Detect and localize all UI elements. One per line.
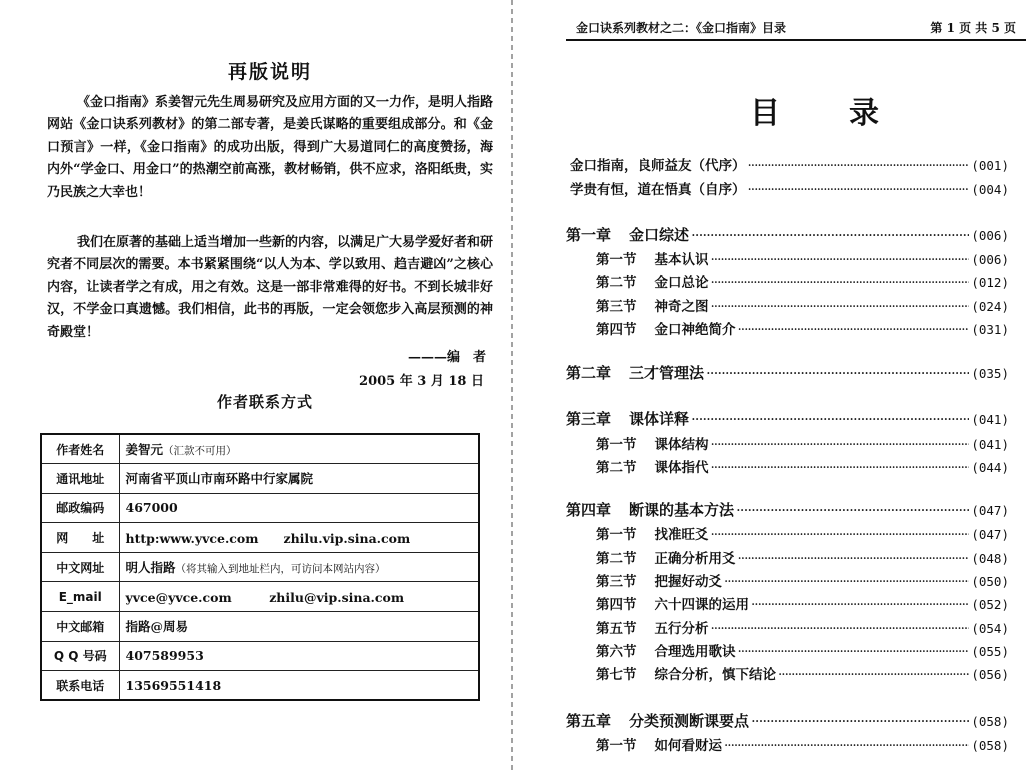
toc-entry-label: 第一节 <box>596 527 637 543</box>
toc-leader-dots <box>711 275 970 291</box>
toc-entry-page: (001) <box>971 158 1009 173</box>
toc-entry-page: (006) <box>971 252 1009 267</box>
contact-value: yvce@yvce.com zhilu@vip.sina.com <box>125 589 405 605</box>
toc-leader-dots <box>711 460 970 476</box>
toc-leader-dots <box>711 621 970 637</box>
toc-entry <box>596 271 1009 291</box>
toc-entry <box>596 570 1009 590</box>
toc-leader-dots <box>711 299 970 315</box>
toc-entry-page: (055) <box>971 644 1009 659</box>
contact-label: 中文网址 <box>41 552 119 582</box>
running-header <box>566 19 1026 41</box>
toc-entry <box>566 224 1009 245</box>
toc-entry-page: (048) <box>971 551 1009 566</box>
contact-row <box>41 582 479 612</box>
contact-value: 467000 <box>125 500 178 516</box>
contact-row <box>41 464 479 494</box>
toc-leader-dots <box>736 501 969 519</box>
contact-label: 作者姓名 <box>41 434 119 464</box>
toc-entry-title: 综合分析，慎下结论 <box>654 667 776 683</box>
toc-entry-label: 第六节 <box>596 644 637 660</box>
contact-value: 姜智元 <box>125 442 164 458</box>
toc-entry-label: 第一节 <box>596 738 637 754</box>
publish-date: 2005 年 3 月 18 日 <box>359 374 484 389</box>
toc-entry-title: 课体指代 <box>654 460 709 476</box>
toc-entry-label: 第二节 <box>596 460 637 476</box>
toc-entry-page: (006) <box>971 228 1009 243</box>
toc-entry-title: 分类预测断课要点 <box>629 712 750 730</box>
toc-title: 目 录 <box>750 96 882 131</box>
toc-entry-title: 金口指南，良师益友（代序） <box>570 158 746 174</box>
toc-entry-title: 基本认识 <box>654 252 709 268</box>
contact-note: （汇款不可用） <box>163 445 237 458</box>
contact-value: 河南省平顶山市南环路中行家属院 <box>125 471 314 487</box>
toc-entry-page: (047) <box>971 527 1009 542</box>
contact-value-cell <box>119 464 479 494</box>
contact-row <box>41 552 479 582</box>
toc-entry-label: 第四节 <box>596 322 637 338</box>
contact-label: 通讯地址 <box>41 464 119 494</box>
contact-label: E_mail <box>41 582 119 612</box>
toc-leader-dots <box>691 226 969 244</box>
toc-entry-page: (041) <box>971 412 1009 427</box>
toc-entry-page: (044) <box>971 460 1009 475</box>
toc-entry-title: 三才管理法 <box>629 364 705 382</box>
toc-entry-label: 第一章 <box>566 226 612 244</box>
book-spine <box>511 0 513 771</box>
contact-value-cell <box>119 523 479 553</box>
contact-value: 明人指路 <box>125 560 176 576</box>
toc-entry-page: (047) <box>971 503 1009 518</box>
toc-entry <box>596 547 1009 567</box>
contact-row <box>41 612 479 642</box>
running-header-page: 第 1 页 共 5 页 <box>930 21 1016 35</box>
toc-entry-label: 第二节 <box>596 275 637 291</box>
toc-entry <box>596 734 1009 754</box>
toc-entry <box>596 593 1009 613</box>
toc-entry-label: 第一节 <box>596 252 637 268</box>
toc-leader-dots <box>711 527 970 543</box>
contact-label: Q Q 号码 <box>41 641 119 671</box>
contact-value-cell <box>119 552 479 582</box>
toc-entry-title: 五行分析 <box>654 621 709 637</box>
contact-value-cell <box>119 434 479 464</box>
toc-leader-dots <box>748 182 970 198</box>
toc-leader-dots <box>748 158 970 174</box>
toc-entry <box>596 456 1009 476</box>
toc-entry-title: 金口综述 <box>629 226 690 244</box>
toc-entry-title: 把握好动爻 <box>654 574 722 590</box>
toc-leader-dots <box>738 551 970 567</box>
toc-entry-title: 断课的基本方法 <box>629 501 735 519</box>
contact-row <box>41 493 479 523</box>
toc-entry <box>570 154 1009 174</box>
toc-entry <box>596 617 1009 637</box>
contact-value: http:www.yvce.com zhilu.vip.sina.com <box>125 530 411 546</box>
toc-entry-page: (035) <box>971 366 1009 381</box>
contact-value-cell <box>119 641 479 671</box>
toc-entry-page: (058) <box>971 714 1009 729</box>
reprint-note-title: 再版说明 <box>227 61 312 83</box>
contact-note: （将其输入到地址栏内，可访问本网站内容） <box>175 563 386 576</box>
contact-row <box>41 641 479 671</box>
contact-label: 邮政编码 <box>41 493 119 523</box>
toc-entry-title: 学贵有恒，道在悟真（自序） <box>570 182 746 198</box>
toc-leader-dots <box>724 574 969 590</box>
right-page <box>516 0 1031 771</box>
contact-value: 407589953 <box>125 648 204 664</box>
toc-entry-title: 金口总论 <box>654 275 709 291</box>
toc-entry-label: 第一节 <box>596 437 637 453</box>
toc-entry <box>566 499 1009 520</box>
toc-entry <box>596 248 1009 268</box>
toc-entry <box>596 318 1009 338</box>
contact-label: 中文邮箱 <box>41 612 119 642</box>
toc-leader-dots <box>751 597 969 613</box>
toc-entry <box>596 640 1009 660</box>
toc-leader-dots <box>751 712 969 730</box>
toc-entry-title: 六十四课的运用 <box>654 597 749 613</box>
toc-entry-page: (056) <box>971 667 1009 682</box>
toc-entry-title: 课体结构 <box>654 437 709 453</box>
toc-entry-page: (024) <box>971 299 1009 314</box>
toc-entry <box>596 295 1009 315</box>
toc-entry-page: (004) <box>971 182 1009 197</box>
contact-row <box>41 671 479 701</box>
toc-entry-label: 第七节 <box>596 667 637 683</box>
toc-entry-label: 第五章 <box>566 712 612 730</box>
contact-value-cell <box>119 612 479 642</box>
toc-entry-title: 神奇之图 <box>654 299 709 315</box>
contact-title: 作者联系方式 <box>216 393 313 411</box>
toc-entry <box>596 663 1009 683</box>
contact-value-cell <box>119 582 479 612</box>
toc-entry-label: 第五节 <box>596 621 637 637</box>
toc-entry-label: 第三章 <box>566 410 612 428</box>
toc-leader-dots <box>778 667 969 683</box>
contact-value-cell <box>119 671 479 701</box>
editor-signature: ———编 者 <box>407 350 486 365</box>
toc-entry-label: 第三节 <box>596 574 637 590</box>
contact-value-cell <box>119 493 479 523</box>
toc-entry-label: 第三节 <box>596 299 637 315</box>
contact-label: 网 址 <box>41 523 119 553</box>
contact-value: 指路@周易 <box>125 619 189 635</box>
contact-row <box>41 523 479 553</box>
toc-leader-dots <box>711 437 970 453</box>
toc-entry-page: (054) <box>971 621 1009 636</box>
toc-entry-page: (058) <box>971 738 1009 753</box>
toc-entry-title: 金口神绝简介 <box>654 322 736 338</box>
toc-leader-dots <box>691 410 969 428</box>
toc-entry-page: (012) <box>971 275 1009 290</box>
toc-entry-title: 合理选用歌诀 <box>654 644 736 660</box>
toc-entry-label: 第四节 <box>596 597 637 613</box>
reprint-paragraph-2: 我们在原著的基础上适当增加一些新的内容，以满足广大易学爱好者和研究者不同层次的需要。本书紧紧围绕“以人为本、学以致用、趋吉避凶”之核心内容，让读者学之有成，用之有效。这是一部非常难得的好书。不到长城非好汉，不学金口真遗憾。我们相信，此书的再版，一定会领您步入高层预测的神奇殿堂！ <box>47 235 494 340</box>
toc-entry <box>596 523 1009 543</box>
toc-leader-dots <box>706 364 969 382</box>
toc-entry <box>566 408 1009 429</box>
toc-entry-page: (050) <box>971 574 1009 589</box>
toc-entry-page: (041) <box>971 437 1009 452</box>
toc-entry-title: 正确分析用爻 <box>654 551 736 567</box>
toc-entry-title: 找准旺爻 <box>654 527 709 543</box>
toc-entry <box>596 433 1009 453</box>
toc-entry <box>570 178 1009 198</box>
toc-entry-title: 如何看财运 <box>654 738 722 754</box>
toc-entry-title: 课体详释 <box>629 410 690 428</box>
toc-entry <box>566 710 1009 731</box>
toc-leader-dots <box>711 252 970 268</box>
toc-entry-label: 第二章 <box>566 364 612 382</box>
toc-leader-dots <box>738 644 970 660</box>
contact-label: 联系电话 <box>41 671 119 701</box>
running-header-title: 金口诀系列教材之二：《金口指南》目录 <box>576 21 787 35</box>
toc-entry <box>566 362 1009 383</box>
contact-table <box>40 433 480 701</box>
toc-leader-dots <box>738 322 970 338</box>
contact-value: 13569551418 <box>125 677 222 693</box>
reprint-paragraph-1: 《金口指南》系姜智元先生周易研究及应用方面的又一力作，是明人指路网站《金口诀系列教材》的第二部专著，是姜氏谋略的重要组成部分。和《金口预言》一样，《金口指南》的成功出版，得到广大易道同仁的高度赞扬，海内外“学金口、用金口”的热潮空前高涨，教材畅销，供不应求，洛阳纸贵，实乃民族之大幸也！ <box>47 95 494 200</box>
toc-entry-label: 第四章 <box>566 501 612 519</box>
toc-entry-label: 第二节 <box>596 551 637 567</box>
toc-entry-page: (052) <box>971 597 1009 612</box>
toc-leader-dots <box>724 738 969 754</box>
toc-entry-page: (031) <box>971 322 1009 337</box>
contact-row <box>41 434 479 464</box>
